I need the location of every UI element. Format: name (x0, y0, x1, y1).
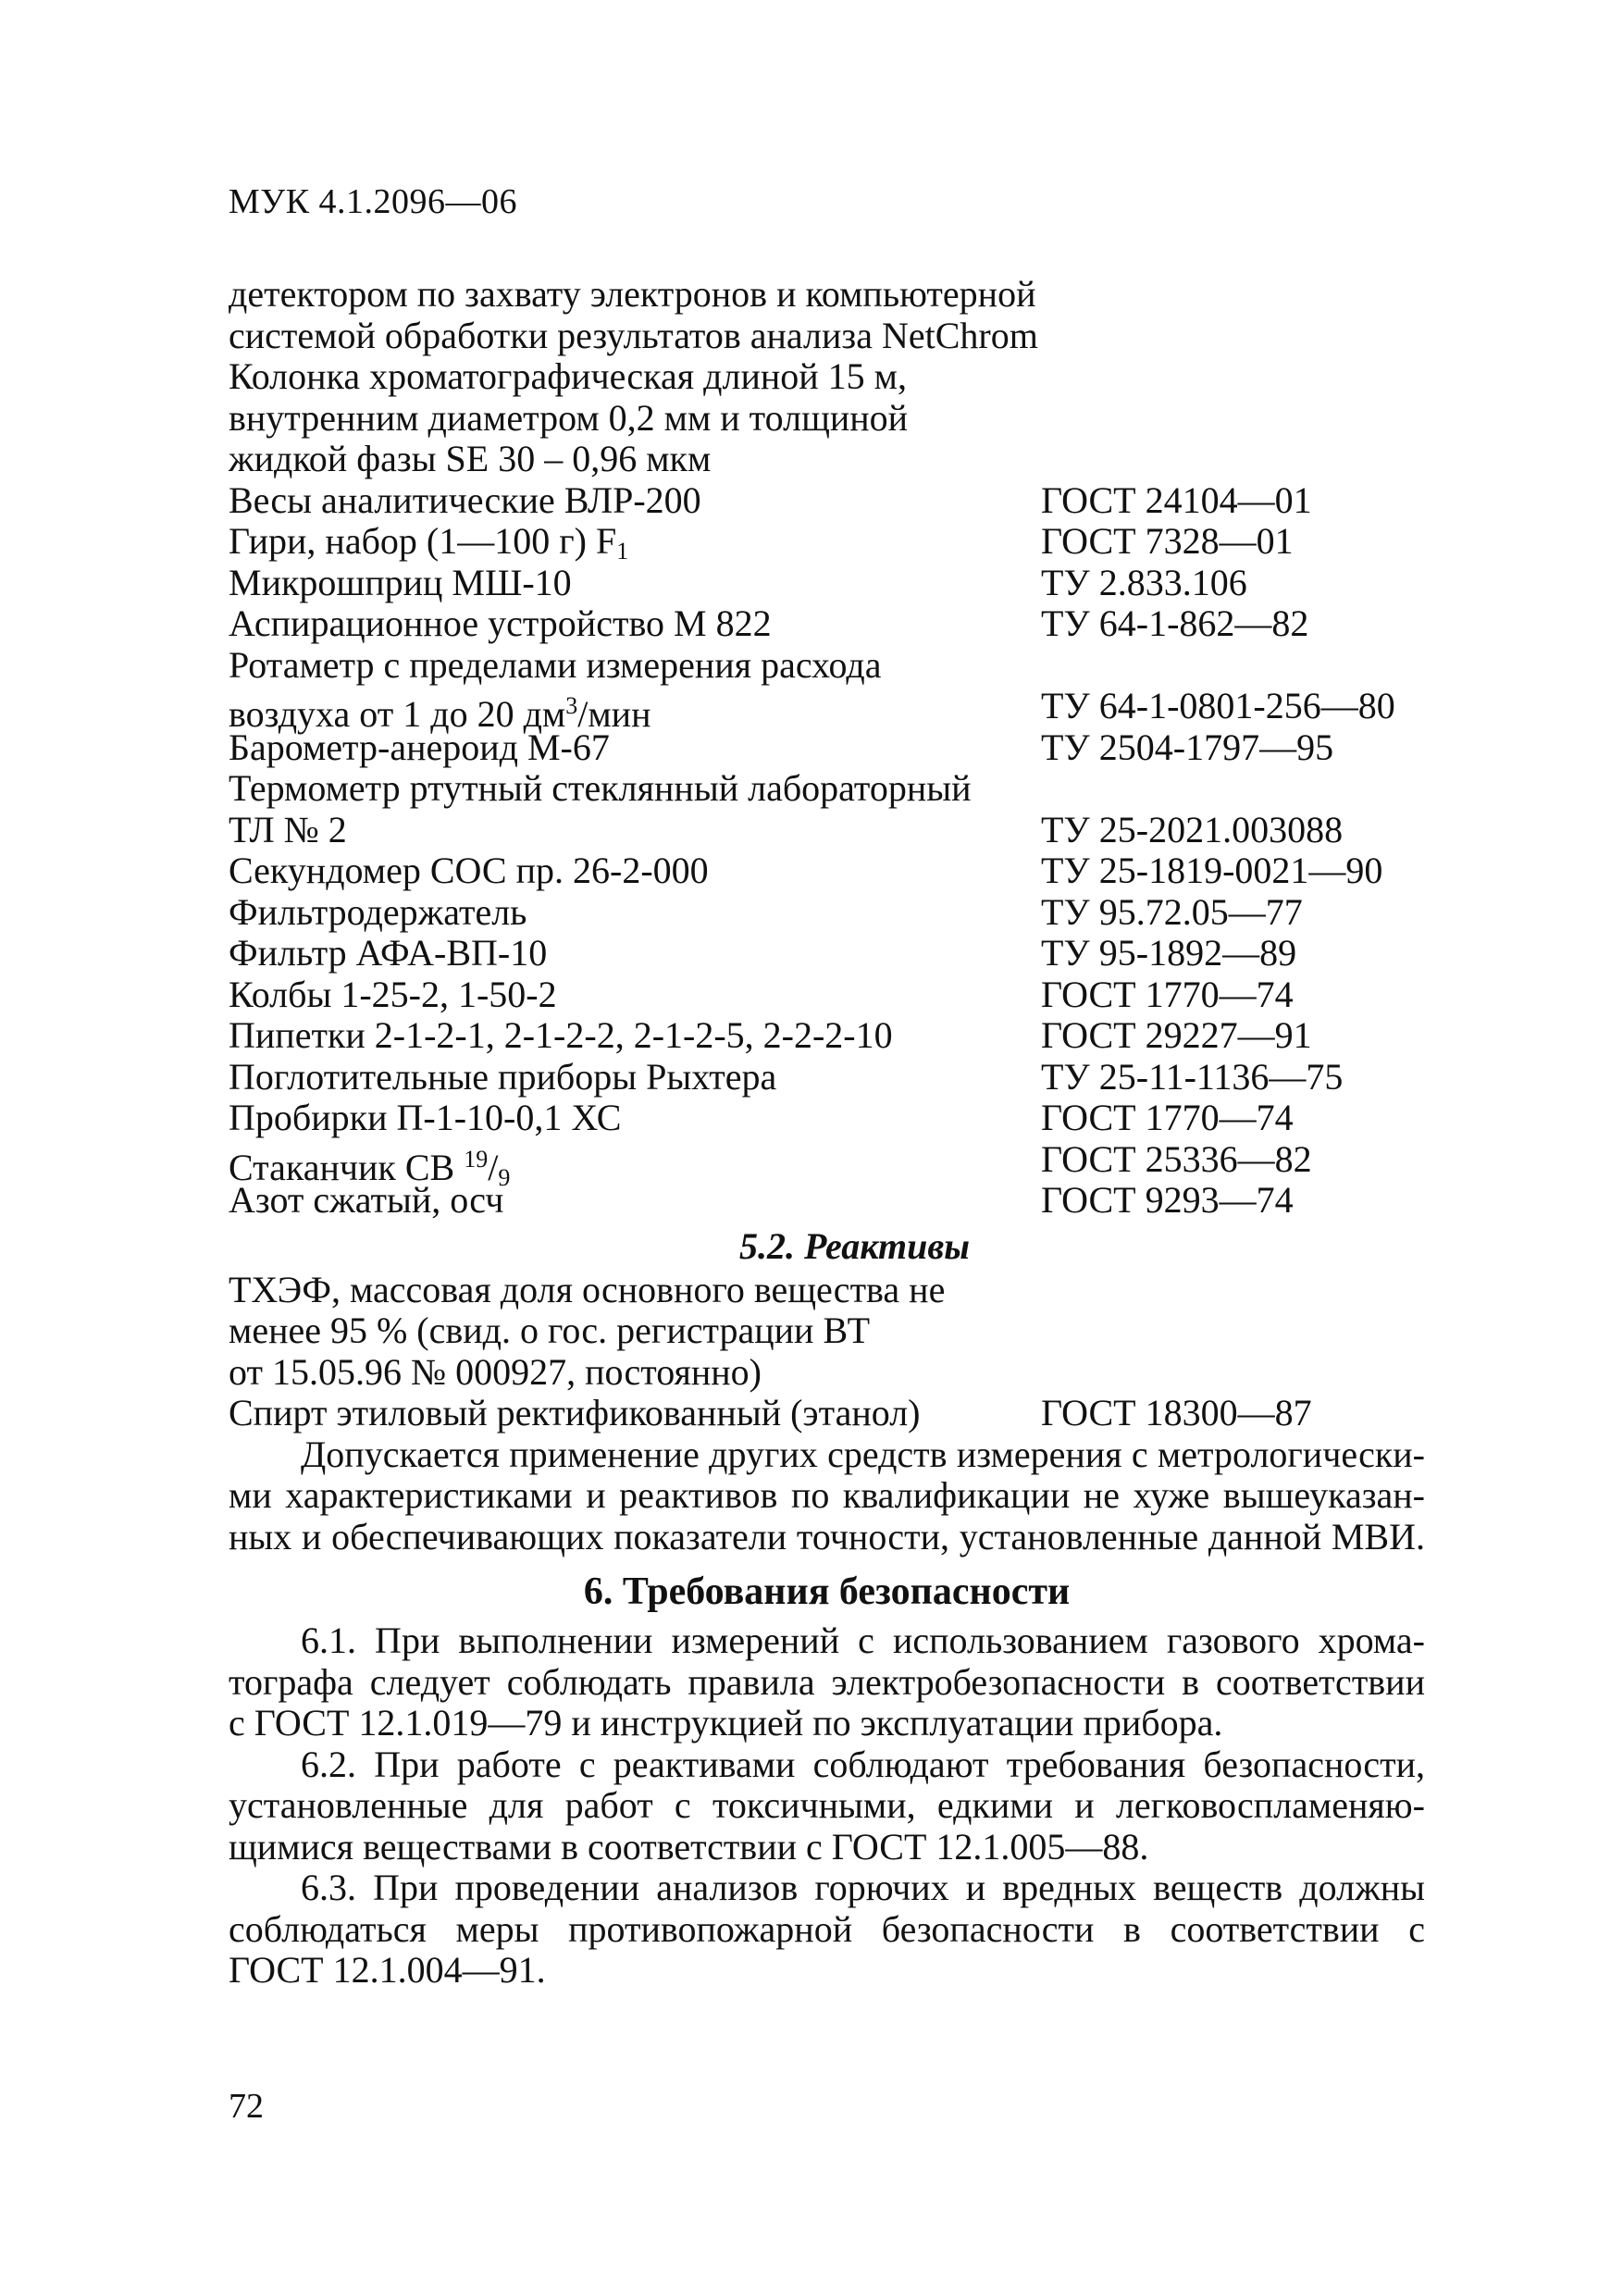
equipment-name: Барометр-анероид М-67 (229, 726, 610, 768)
paragraph-line: установленные для работ с токсичными, едкими и легковоспламеняю- (229, 1784, 1425, 1826)
page-number: 72 (229, 2087, 264, 2126)
equipment-row (229, 810, 1425, 851)
subsection-title: 5.2. Реактивы (739, 1224, 970, 1267)
equipment-standard: ГОСТ 1770—74 (1041, 973, 1294, 1015)
equipment-row (229, 1180, 1425, 1222)
reagent-row (229, 1393, 1425, 1434)
equipment-row (229, 768, 1425, 810)
equipment-standard: ГОСТ 29227—91 (1041, 1014, 1312, 1056)
equipment-row (229, 521, 1425, 563)
equipment-name: Пипетки 2-1-2-1, 2-1-2-2, 2-1-2-5, 2-2-2-10 (229, 1014, 893, 1056)
equipment-standard: ГОСТ 9293—74 (1041, 1179, 1294, 1221)
equipment-name: Колбы 1-25-2, 1-50-2 (229, 973, 557, 1015)
reagents-block (229, 1270, 1425, 1434)
note-line: ных и обеспечивающих показатели точности, установленные данной МВИ. (229, 1515, 1425, 1558)
reagent-name: Спирт этиловый ректификованный (этанол) (229, 1392, 921, 1433)
equipment-row (229, 850, 1425, 892)
equipment-standard: ГОСТ 7328—01 (1041, 520, 1294, 562)
equipment-row (229, 603, 1425, 645)
equipment-name-superscript: 3 (565, 692, 578, 719)
equipment-name-text: Стаканчик СВ (229, 1146, 465, 1188)
fraction-denominator: 9 (498, 1163, 511, 1191)
equipment-row (229, 1015, 1425, 1057)
intro-line: системой обработки результатов анализа NetChrom (229, 314, 1038, 356)
reagent-line: от 15.05.96 № 000927, постоянно) (229, 1350, 762, 1393)
fraction-slash: / (488, 1146, 499, 1188)
reagent-line: ТХЭФ, массовая доля основного вещества не (229, 1268, 946, 1310)
paragraph-6-1 (229, 1620, 1425, 1744)
equipment-row (229, 933, 1425, 974)
equipment-standard: ТУ 25-1819-0021—90 (1041, 850, 1383, 891)
equipment-name: Секундомер СОС пр. 26-2-000 (229, 850, 709, 891)
equipment-row (229, 563, 1425, 604)
reagent-line: менее 95 % (свид. о гос. регистрации ВТ (229, 1309, 871, 1351)
equipment-standard: ТУ 2504-1797—95 (1041, 726, 1334, 768)
equipment-name: Аспирационное устройство М 822 (229, 602, 772, 644)
note-paragraph (229, 1434, 1425, 1558)
equipment-name: Термометр ртутный стеклянный лабораторный (229, 767, 972, 809)
note-line: Допускается применение других средств измерения с метрологически- (301, 1433, 1425, 1475)
equipment-name: Микрошприц МШ-10 (229, 561, 572, 603)
equipment-name: Фильтродержатель (229, 890, 527, 933)
equipment-row (229, 892, 1425, 934)
equipment-standard: ТУ 64-1-862—82 (1041, 602, 1309, 644)
equipment-row (229, 1137, 1425, 1191)
document-code-header: МУК 4.1.2096—06 (229, 182, 518, 221)
equipment-row (229, 685, 1425, 735)
intro-line: детектором по захвату электронов и компьютерной (229, 273, 1036, 315)
paragraph-line: ГОСТ 12.1.004—91. (229, 1949, 546, 1991)
intro-block (229, 274, 1425, 480)
note-line: ми характеристиками и реактивов по квалификации не хуже вышеуказан- (229, 1474, 1425, 1516)
document-body (229, 274, 1425, 1992)
equipment-standard: ТУ 95-1892—89 (1041, 932, 1297, 974)
paragraph-line: с ГОСТ 12.1.019—79 и инструкцией по эксплуатации прибора. (229, 1702, 1223, 1744)
paragraph-line: щимися веществами в соответствии с ГОСТ 12.1.005—88. (229, 1825, 1149, 1868)
paragraph-line: 6.3. При проведении анализов горючих и вредных веществ должны (301, 1867, 1425, 1908)
equipment-name-subscript: 1 (616, 538, 629, 565)
equipment-name: ТЛ № 2 (229, 808, 347, 850)
equipment-name: Ротаметр с пределами измерения расхода (229, 643, 882, 686)
equipment-name: Пробирки П-1-10-0,1 ХС (229, 1097, 622, 1138)
equipment-standard: ГОСТ 24104—01 (1041, 478, 1312, 521)
equipment-row (229, 1057, 1425, 1098)
intro-line: жидкой фазы SE 30 – 0,96 мкм (229, 438, 712, 479)
equipment-name: Азот сжатый, осч (229, 1179, 504, 1221)
section-title: 6. Требования безопасности (583, 1570, 1071, 1613)
paragraph-line: соблюдаться меры противопожарной безопасности в соответствии с (229, 1907, 1425, 1950)
reagent-standard: ГОСТ 18300—87 (1041, 1392, 1312, 1433)
equipment-row (229, 727, 1425, 769)
equipment-row (229, 1098, 1425, 1139)
equipment-name: Весы аналитические ВЛР-200 (229, 478, 701, 521)
paragraph-line: 6.1. При выполнении измерений с использованием газового хрома- (301, 1620, 1425, 1661)
paragraph-line: тографа следует соблюдать правила электробезопасности в соответствии (229, 1660, 1425, 1703)
equipment-row (229, 480, 1425, 522)
equipment-standard: ТУ 95.72.05—77 (1041, 890, 1303, 933)
equipment-row (229, 974, 1425, 1016)
equipment-standard: ТУ 25-11-1136—75 (1041, 1055, 1344, 1098)
paragraph-line: 6.2. При работе с реактивами соблюдают требования безопасности, (301, 1743, 1425, 1785)
equipment-name-text: воздуха от 1 до 20 дм (229, 693, 566, 735)
paragraph-6-3 (229, 1868, 1425, 1992)
equipment-standard: ГОСТ 1770—74 (1041, 1097, 1294, 1138)
fraction-numerator: 19 (464, 1145, 489, 1173)
intro-line: внутренним диаметром 0,2 мм и толщиной (229, 396, 909, 439)
equipment-name: Поглотительные приборы Рыхтера (229, 1055, 777, 1098)
equipment-standard: ТУ 25-2021.003088 (1041, 808, 1344, 850)
equipment-name: Фильтр АФА-ВП-10 (229, 932, 548, 974)
intro-line: Колонка хроматографическая длиной 15 м, (229, 355, 907, 397)
equipment-standard: ГОСТ 25336—82 (1041, 1137, 1312, 1180)
equipment-name-text: /мин (577, 693, 651, 735)
paragraph-6-2 (229, 1744, 1425, 1868)
equipment-row (229, 645, 1425, 687)
equipment-name-text: Гири, набор (1—100 г) F (229, 520, 617, 562)
equipment-standard: ТУ 2.833.106 (1041, 561, 1247, 603)
equipment-list (229, 480, 1425, 1222)
equipment-standard: ТУ 64-1-0801-256—80 (1041, 685, 1395, 726)
